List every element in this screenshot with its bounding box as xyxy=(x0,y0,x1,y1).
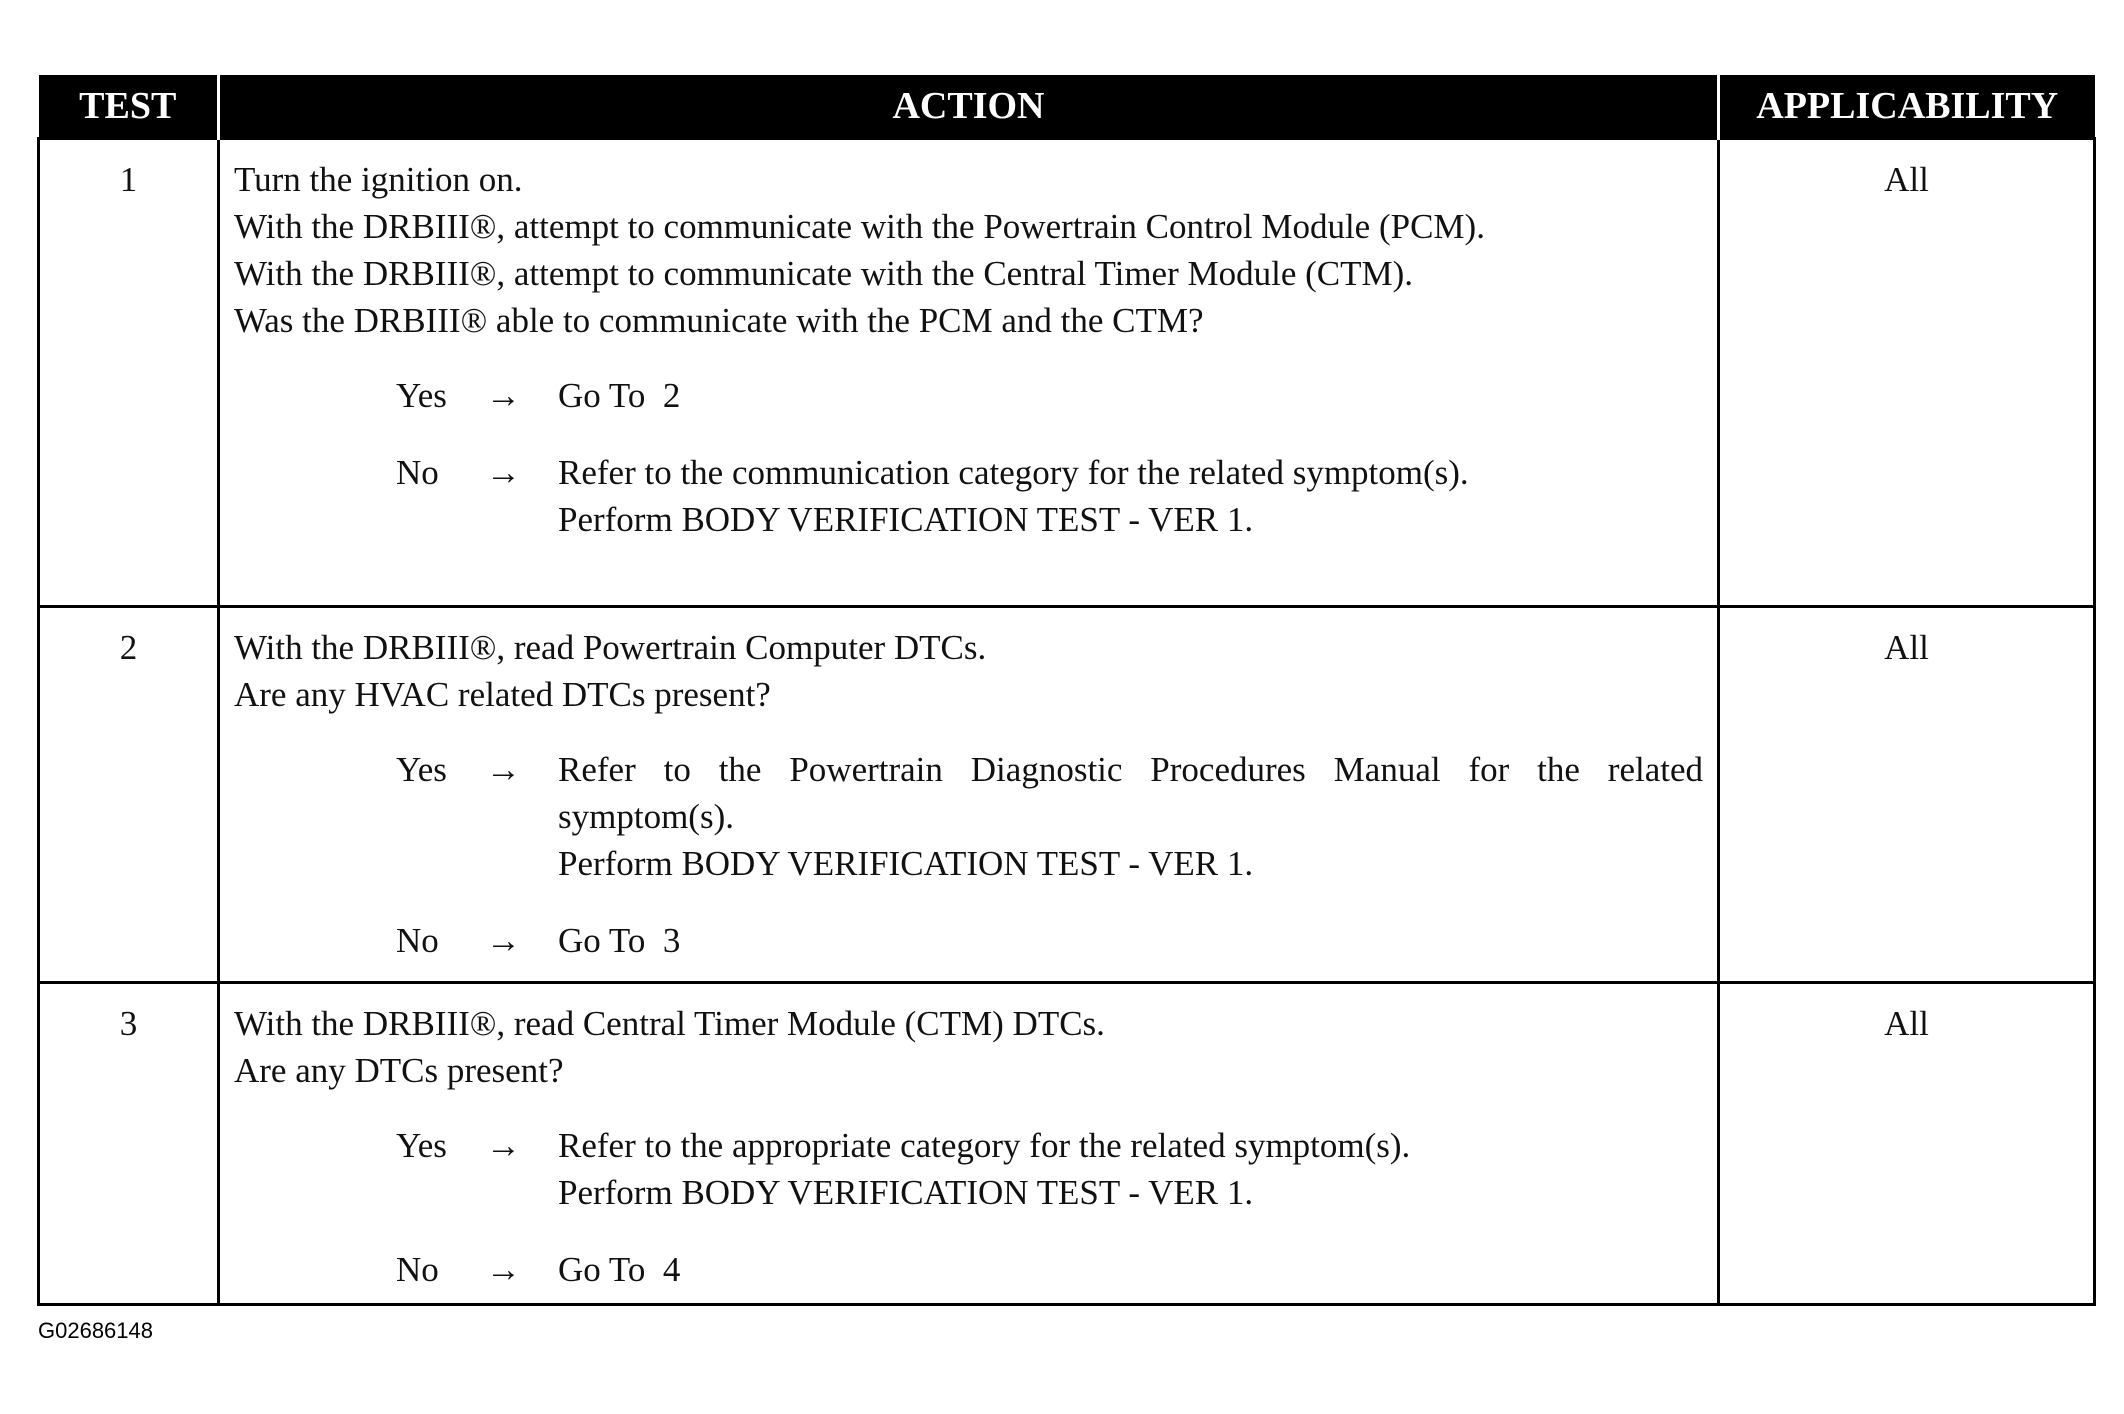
branch-text xyxy=(558,1246,1703,1293)
branch-line: Go To 4 xyxy=(558,1250,681,1289)
action-line: With the DRBIII®, read Central Timer Module (CTM) DTCs. xyxy=(234,1004,1105,1043)
table-row xyxy=(39,607,2095,983)
header-applicability: APPLICABILITY xyxy=(1719,75,2095,139)
action-cell xyxy=(219,139,1719,607)
figure-id: G02686148 xyxy=(38,1318,153,1343)
header-action: ACTION xyxy=(219,75,1719,139)
branch-label: Yes xyxy=(396,1126,447,1165)
branch-label: No xyxy=(396,453,439,492)
applicability-cell: All xyxy=(1719,139,2095,607)
header-row xyxy=(39,75,2095,139)
applicability-cell: All xyxy=(1719,983,2095,1305)
branch-text xyxy=(558,917,1703,964)
arrow-icon: → xyxy=(486,750,521,789)
branch-text xyxy=(558,372,1703,419)
action-line: Turn the ignition on. xyxy=(234,160,523,199)
action-cell xyxy=(219,607,1719,983)
branch-label: Yes xyxy=(396,376,447,415)
branch-line: Refer to the Powertrain Diagnostic Procedures Manual for the related symptom(s). xyxy=(558,750,1703,836)
branch-line: Go To 3 xyxy=(558,921,681,960)
branch-text xyxy=(558,746,1703,887)
test-number: 1 xyxy=(39,139,219,607)
test-number: 3 xyxy=(39,983,219,1305)
branch-line: Refer to the appropriate category for the related symptom(s). xyxy=(558,1126,1411,1165)
test-number: 2 xyxy=(39,607,219,983)
header-test: TEST xyxy=(39,75,219,139)
applicability-cell: All xyxy=(1719,607,2095,983)
arrow-icon: → xyxy=(486,453,521,492)
action-line: Was the DRBIII® able to communicate with the PCM and the CTM? xyxy=(234,301,1204,340)
action-line: With the DRBIII®, attempt to communicate with the Central Timer Module (CTM). xyxy=(234,254,1414,293)
branch-line: Refer to the communication category for the related symptom(s). xyxy=(558,453,1469,492)
branch-label: No xyxy=(396,1250,439,1289)
branch-yes xyxy=(234,746,1703,887)
branch-line: Perform BODY VERIFICATION TEST - VER 1. xyxy=(558,844,1254,883)
action-line: Are any DTCs present? xyxy=(234,1051,564,1090)
branch-line: Perform BODY VERIFICATION TEST - VER 1. xyxy=(558,1173,1254,1212)
branch-label: Yes xyxy=(396,750,447,789)
diagnostic-table xyxy=(37,75,2096,1306)
arrow-icon: → xyxy=(486,376,521,415)
table-row xyxy=(39,139,2095,607)
action-line: With the DRBIII®, read Powertrain Computer DTCs. xyxy=(234,628,987,667)
branch-no xyxy=(234,1246,1703,1293)
branch-no xyxy=(234,917,1703,964)
arrow-icon: → xyxy=(486,1250,521,1289)
arrow-icon: → xyxy=(486,1126,521,1165)
branch-text xyxy=(558,1122,1703,1216)
action-line: Are any HVAC related DTCs present? xyxy=(234,675,771,714)
branch-line: Go To 2 xyxy=(558,376,681,415)
branch-line: Perform BODY VERIFICATION TEST - VER 1. xyxy=(558,500,1254,539)
table-row xyxy=(39,983,2095,1305)
branch-text xyxy=(558,449,1703,543)
branch-label: No xyxy=(396,921,439,960)
arrow-icon: → xyxy=(486,921,521,960)
branch-no xyxy=(234,449,1703,543)
branch-yes xyxy=(234,372,1703,419)
action-cell xyxy=(219,983,1719,1305)
branch-yes xyxy=(234,1122,1703,1216)
action-line: With the DRBIII®, attempt to communicate with the Powertrain Control Module (PCM). xyxy=(234,207,1485,246)
